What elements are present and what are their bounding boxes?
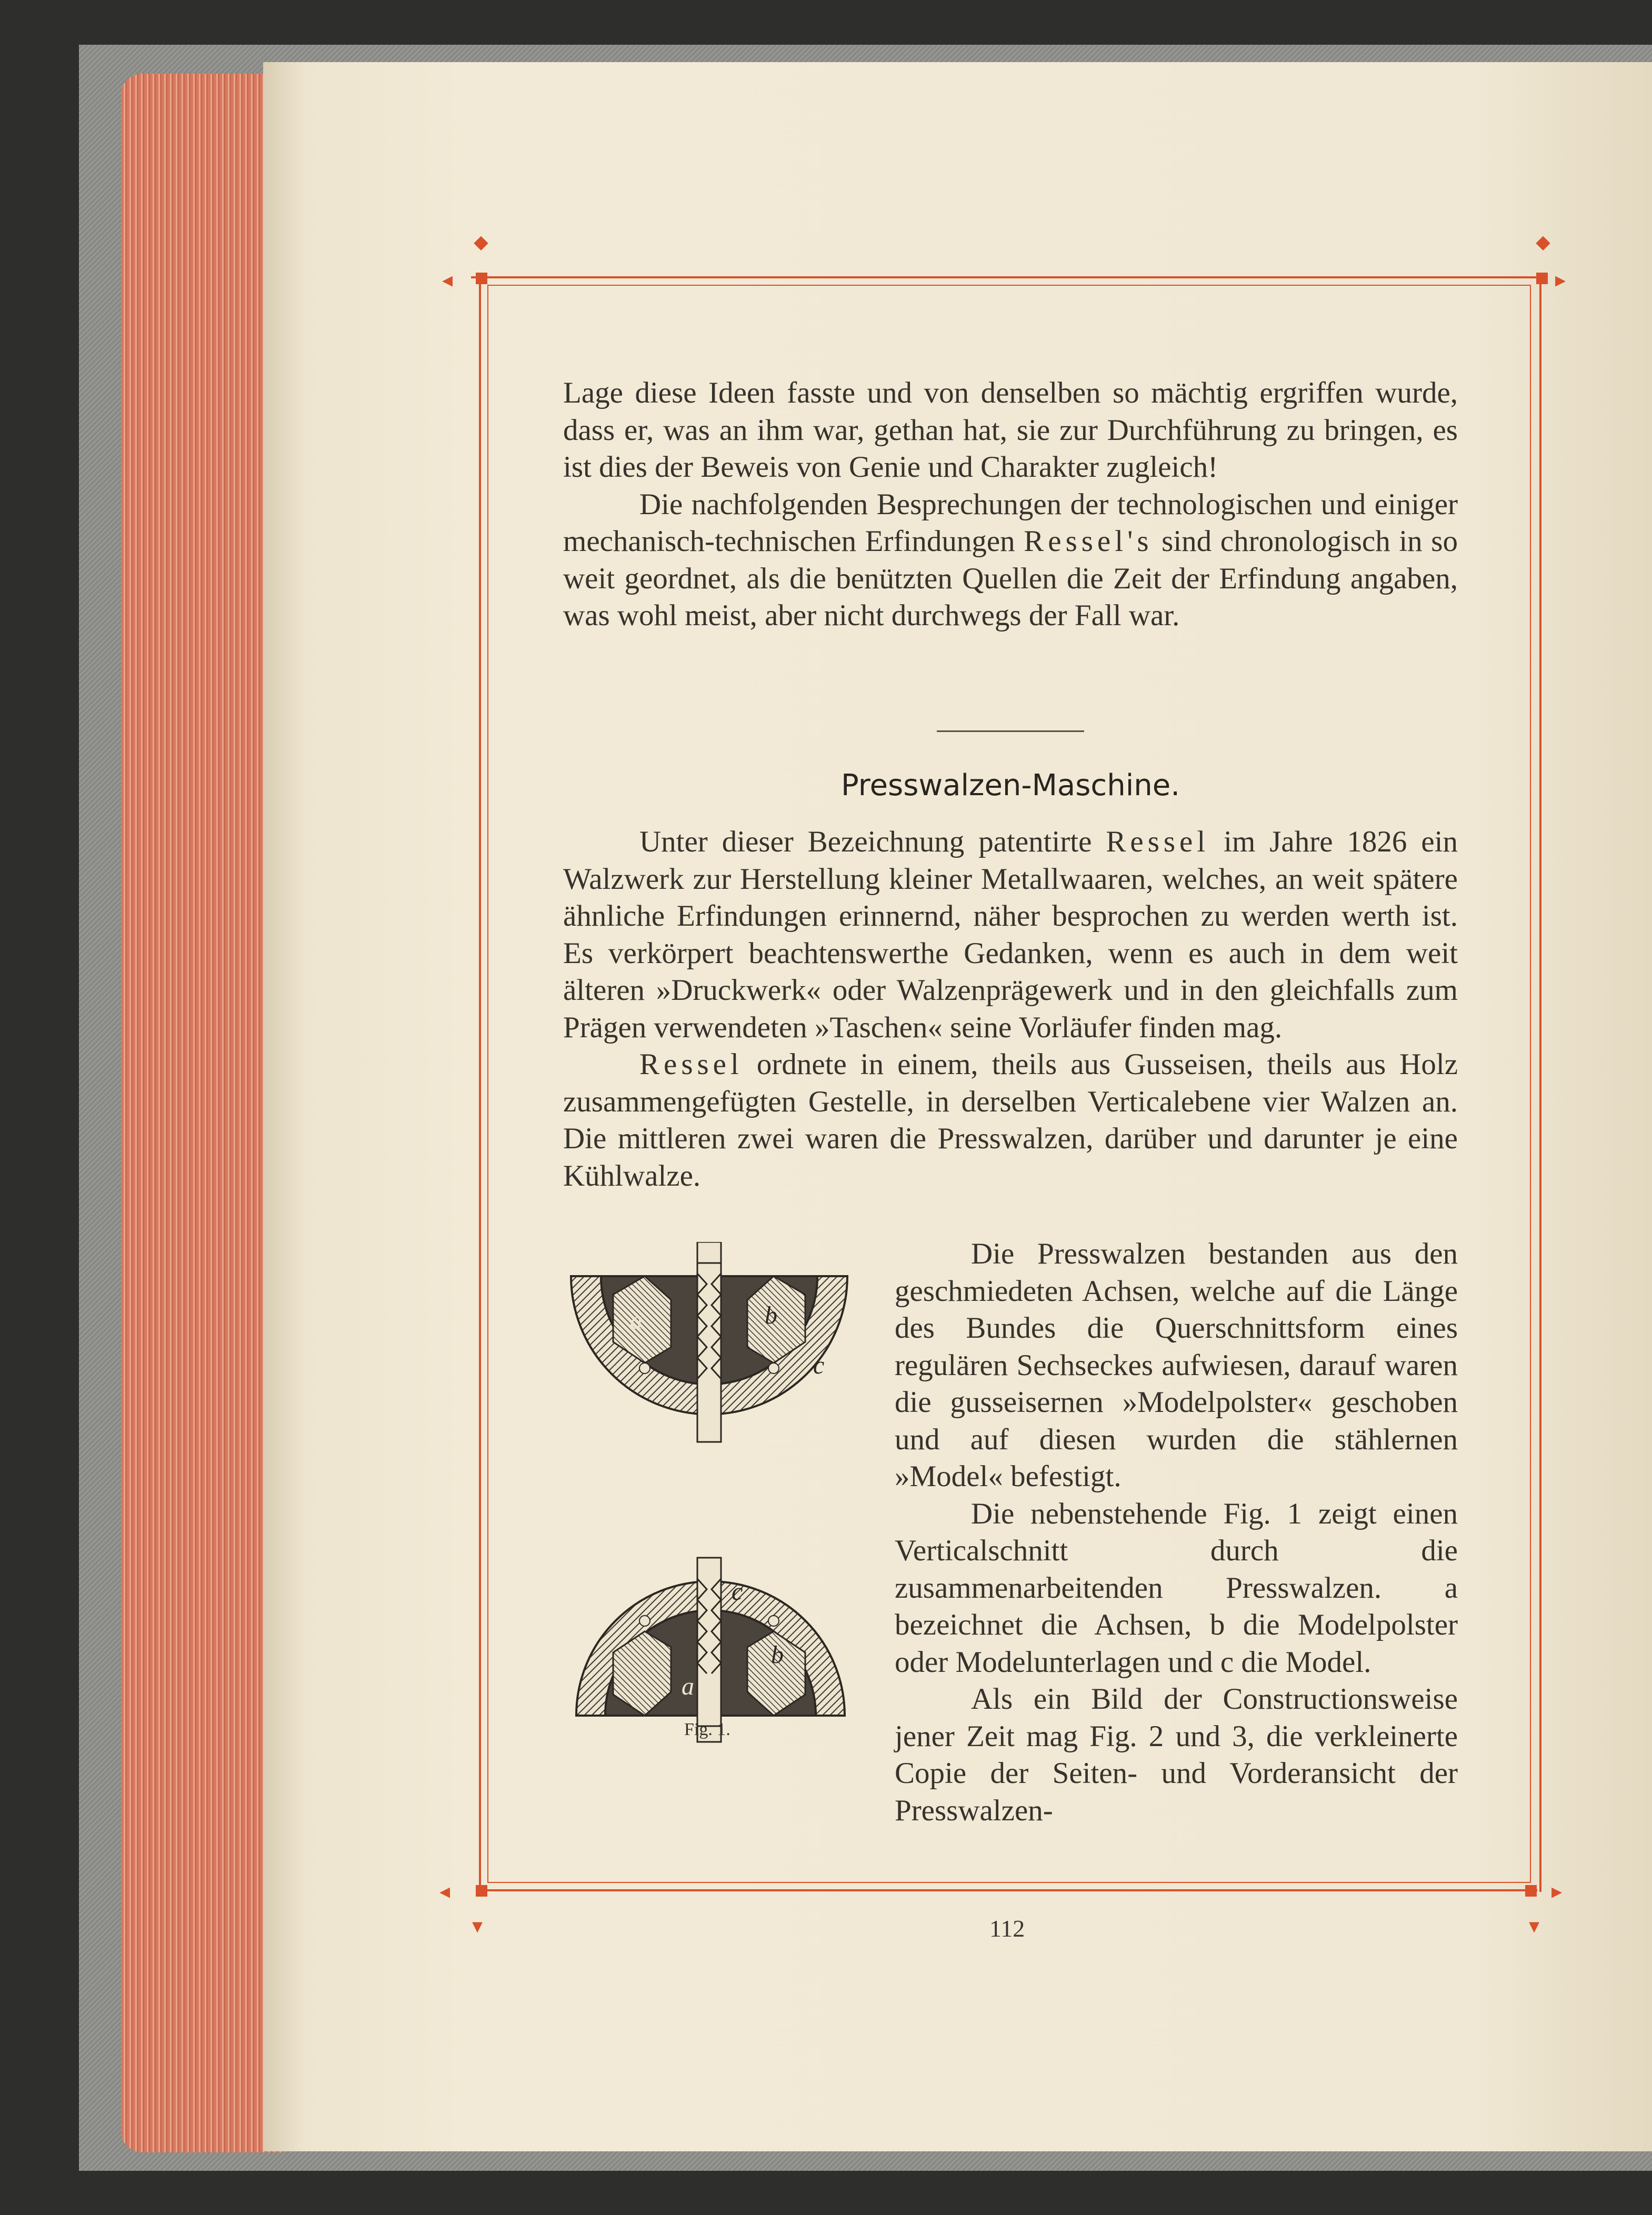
section-divider — [937, 730, 1084, 732]
paragraph: Als ein Bild der Constructionsweise jener Zeit mag Fig. 2 und 3, die verkleinerte Copie der Seiten- und Vorderansicht der Presswalzen- — [895, 1682, 1458, 1827]
svg-text:a: a — [682, 1672, 694, 1700]
ornament-arrow-icon: ▾ — [1529, 1914, 1540, 1938]
paragraph: Die Presswalzen bestanden aus den geschmiedeten Achsen, welche auf die Länge des Bundes die Querschnittsform eines regulären Sechseckes aufwiesen, darauf waren die gusseisernen »Modelpolster« geschoben und auf diesen wurden die stählernen »Model« befestigt. — [895, 1237, 1458, 1493]
ornament-arrow-icon: ◂ — [442, 268, 453, 292]
paragraph: Ressel ordnete in einem, theils aus Gusseisen, theils aus Holz zusammengefügten Gestelle, in derselben Verticalebene vier Walzen an. Die mittleren zwei waren die Presswalzen, darüber und darunter je eine Kühlwalze. — [563, 1048, 1458, 1192]
ornament-arrow-icon: ⬥ — [1536, 230, 1550, 254]
ornament-arrow-icon: ▸ — [1551, 1879, 1563, 1903]
intro-text — [563, 375, 1458, 635]
svg-text:b: b — [771, 1641, 784, 1669]
svg-text:a: a — [630, 1307, 643, 1335]
ornament-arrow-icon: ◂ — [439, 1879, 450, 1903]
figure-caption: Fig. 1. — [684, 1720, 730, 1739]
paragraph: Die nebenstehende Fig. 1 zeigt einen Verticalschnitt durch die zusammenarbeitenden Presswalzen. a bezeichnet die Achsen, b die Modelpolster oder Modelunterlagen und c die Model. — [895, 1497, 1458, 1679]
page-edges — [121, 74, 284, 2152]
paragraph: Die nachfolgenden Besprechungen der technologischen und einiger mechanisch-technischen Erfindungen Ressel's sind chronologisch in so weit geordnet, als die benützten Quellen die Zeit der Erfindung angaben, was wohl meist, aber nicht durchwegs der Fall war. — [563, 487, 1458, 632]
section-text — [563, 824, 1458, 1195]
ornament-arrow-icon: ▸ — [1555, 268, 1566, 292]
paragraph: Lage diese Ideen fasste und von denselben so mächtig ergriffen wurde, dass er, was an ihm war, gethan hat, sie zur Durchführung zu bringen, es ist dies der Beweis von Genie und Charakter zugleich! — [563, 376, 1458, 484]
lower-roller — [576, 1558, 845, 1742]
svg-text:c: c — [732, 1578, 743, 1606]
svg-text:b: b — [765, 1301, 777, 1329]
paragraph: Unter dieser Bezeichnung patentirte Ressel im Jahre 1826 ein Walzwerk zur Herstellung kleiner Metallwaaren, welches, an weit spätere ähnliche Erfindungen erinnernd, näher besprochen zu werden werth ist. Es verkörpert beachtenswerthe Gedanken, wenn es auch in dem weit älteren »Druckwerk« oder Walzenprägewerk und in den gleichfalls zum Prägen verwendeten »Taschen« seine Vorläufer finden mag. — [563, 825, 1458, 1044]
page-number: 112 — [989, 1915, 1025, 1942]
section-heading: Presswalzen-Maschine. — [841, 768, 1180, 803]
figure-side-text — [895, 1236, 1458, 1829]
svg-text:c: c — [813, 1351, 825, 1379]
ornament-arrow-icon: ⬥ — [474, 230, 488, 254]
press-roller-cross-section-figure — [566, 1242, 853, 1747]
ornament-arrow-icon: ▾ — [472, 1914, 483, 1938]
upper-roller — [571, 1242, 847, 1442]
roller-diagram — [566, 1242, 853, 1747]
